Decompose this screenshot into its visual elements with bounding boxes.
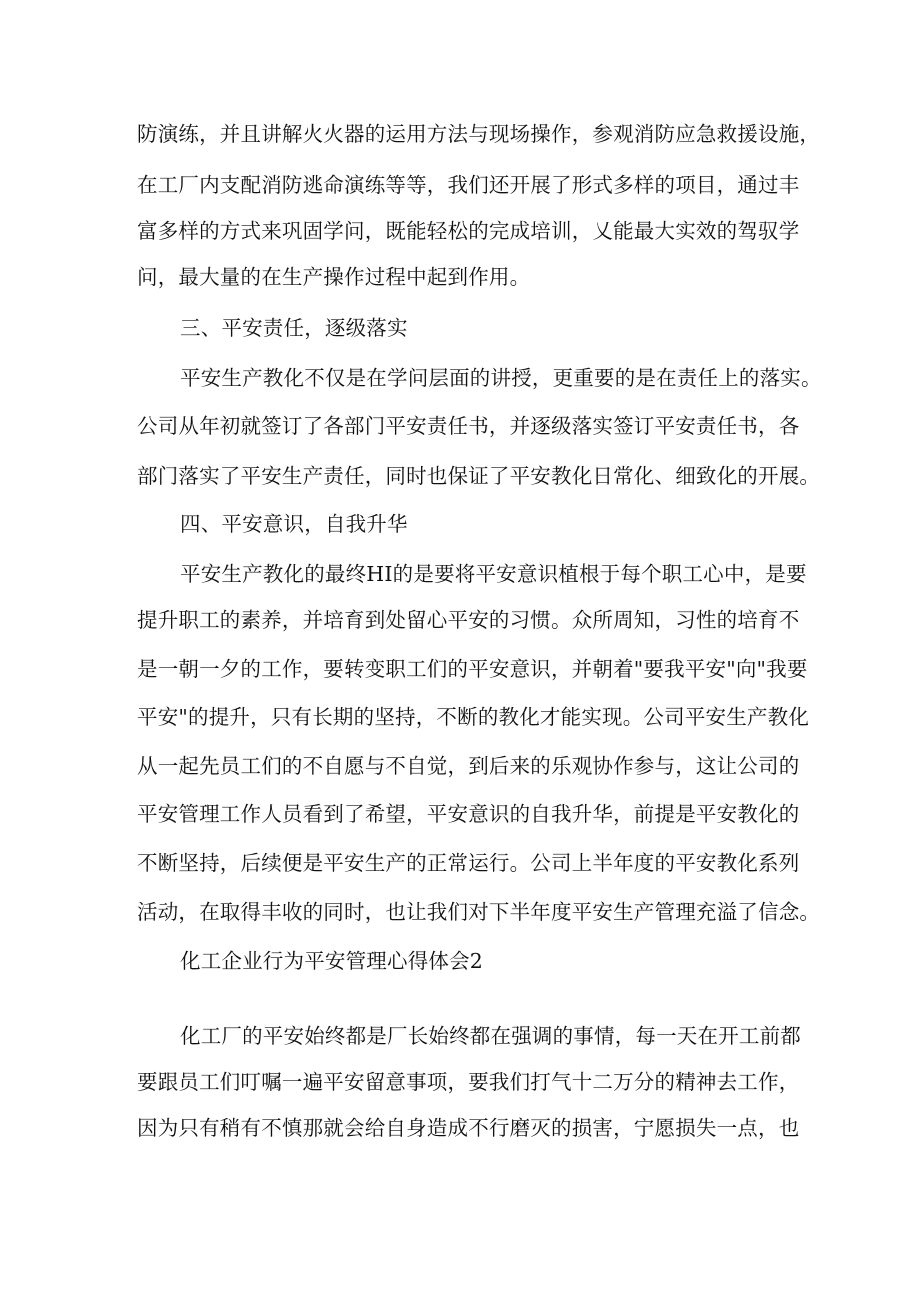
paragraph-line: 公司从年初就签订了各部门平安责任书，并逐级落实签订平安责任书，各 xyxy=(137,414,800,438)
paragraph-line: 平安生产教化不仅是在学问层面的讲授，更重要的是在责任上的落实。 xyxy=(180,366,822,390)
paragraph-line: 防演练，并且讲解火火器的运用方法与现场操作，参观消防应急救援设施， xyxy=(137,122,821,146)
paragraph-line: 在工厂内支配消防逃命演练等等，我们还开展了形式多样的项目，通过丰 xyxy=(137,173,800,197)
paragraph-line: 是一朝一夕的工作，要转变职工们的平安意识，并朝着"要我平安"向"我要 xyxy=(137,657,808,681)
paragraph-line: 提升职工的素养，并培育到处留心平安的习惯。众所周知，习性的培育不 xyxy=(137,608,800,632)
paragraph-line: 因为只有稍有不慎那就会给自身造成不行磨灭的损害，宁愿损失一点，也 xyxy=(137,1116,800,1140)
section-heading-3: 三、平安责任，逐级落实 xyxy=(180,316,408,340)
paragraph-line: 不断坚持，后续便是平安生产的正常运行。公司上半年度的平安教化系列 xyxy=(137,851,800,875)
article-title-2: 化工企业行为平安管理心得体会2 xyxy=(180,949,484,973)
paragraph-line: 要跟员工们叮嘱一遍平安留意事项，要我们打气十二万分的精神去工作， xyxy=(137,1070,800,1094)
paragraph-line: 富多样的方式来巩固学问，既能轻松的完成培训，乂能最大实效的驾驭学 xyxy=(137,219,800,243)
paragraph-line: 从一起先员工们的不自愿与不自觉，到后来的乐观协作参与，这让公司的 xyxy=(137,754,800,778)
paragraph-line: 部门落实了平安生产责任，同时也保证了平安教化日常化、细致化的开展。 xyxy=(137,464,821,488)
paragraph-line: 活动，在取得丰收的同时，也让我们对下半年度平安生产管理充溢了信念。 xyxy=(137,900,821,924)
paragraph-line: 平安管理工作人员看到了希望，平安意识的自我升华，前提是平安教化的 xyxy=(137,802,800,826)
paragraph-line: 平安生产教化的最终HI的是要将平安意识植根于每个职工心中，是要 xyxy=(180,562,807,586)
paragraph-line: 平安"的提升，只有长期的坚持，不断的教化才能实现。公司平安生产教化 xyxy=(137,705,810,729)
paragraph-line: 问，最大量的在生产操作过程中起到作用。 xyxy=(137,265,531,289)
section-heading-4: 四、平安意识，自我升华 xyxy=(180,512,408,536)
paragraph-line: 化工厂的平安始终都是厂长始终都在强调的事情，每一天在开工前都 xyxy=(180,1024,801,1048)
